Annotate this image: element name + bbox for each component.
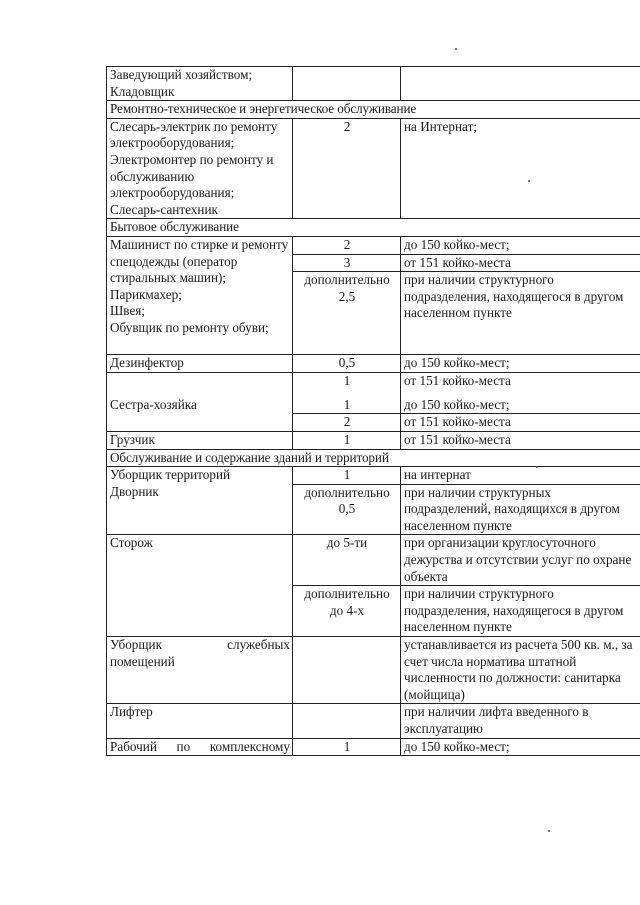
norm-cell: до 150 койко-мест; xyxy=(401,355,640,373)
table-row xyxy=(107,738,640,756)
job-title-cell: Заведующий хозяйством; Кладовщик xyxy=(107,67,293,101)
norm-cell: на Интернат; xyxy=(401,118,640,219)
job-title-cell: Уборщик территорий xyxy=(107,467,293,485)
section-row xyxy=(107,219,640,237)
staff-count-cell xyxy=(293,67,401,101)
scan-speck xyxy=(455,48,457,50)
norm-cell: при организации круглосуточного дежурства и отсутствии услуг по охране объекта xyxy=(401,535,640,586)
staff-count-cell: 1 xyxy=(293,738,401,756)
table-row xyxy=(107,397,640,414)
scan-speck xyxy=(548,830,550,832)
staff-count-cell: 0,5 xyxy=(293,355,401,373)
norm-cell: при наличии лифта введенного в эксплуатацию xyxy=(401,704,640,738)
job-title-cell: Дворник xyxy=(107,484,293,535)
staff-count-cell xyxy=(293,637,401,704)
job-title-cell xyxy=(107,372,293,397)
staff-count-cell: 1 xyxy=(293,397,401,414)
staff-count-cell: 2 xyxy=(293,236,401,254)
section-heading: Обслуживание и содержание зданий и территорий xyxy=(107,449,640,467)
staff-count-cell: дополнительно до 4-х xyxy=(293,586,401,637)
table-row xyxy=(107,535,640,586)
norm-cell: от 151 койко-места xyxy=(401,431,640,449)
staff-count-cell: до 5-ти xyxy=(293,535,401,586)
job-title-cell: Грузчик xyxy=(107,431,293,449)
staff-count-cell: 2 xyxy=(293,118,401,219)
section-row xyxy=(107,101,640,119)
norm-cell: устанавливается из расчета 500 кв. м., за счет числа норматива штатной численности по должности: санитарка (мойщица) xyxy=(401,637,640,704)
norm-cell: при наличии структурных подразделений, находящихся в другом населенном пункте xyxy=(401,484,640,535)
staff-count-cell: 1 xyxy=(293,431,401,449)
job-title-cell: Слесарь-электрик по ремонту электрооборудования; Электромонтер по ремонту и обслуживанию электрооборудования; Слесарь-сантехник xyxy=(107,118,293,219)
scan-speck xyxy=(536,466,538,468)
table-row xyxy=(107,431,640,449)
norm-cell: до 150 койко-мест; xyxy=(401,738,640,756)
scan-speck xyxy=(528,180,530,182)
table-row xyxy=(107,355,640,373)
staffing-norms-table xyxy=(106,66,640,756)
table-row xyxy=(107,467,640,485)
job-title-cell: Лифтер xyxy=(107,704,293,738)
table-row xyxy=(107,637,640,704)
staff-count-cell: 3 xyxy=(293,254,401,272)
norm-cell: при наличии структурного подразделения, находящегося в другом населенном пункте xyxy=(401,272,640,355)
staff-count-cell: дополнительно 2,5 xyxy=(293,272,401,355)
norm-cell: до 150 койко-мест; xyxy=(401,236,640,254)
table-row xyxy=(107,67,640,101)
job-title-cell: Рабочий по комплексному xyxy=(107,738,293,756)
norm-cell: на интернат xyxy=(401,467,640,485)
table-row xyxy=(107,704,640,738)
norm-cell: до 150 койко-мест; xyxy=(401,397,640,414)
staff-count-cell: дополнительно 0,5 xyxy=(293,484,401,535)
staff-count-cell: 2 xyxy=(293,414,401,432)
staff-count-cell: 1 xyxy=(293,372,401,397)
norm-cell: от 151 койко-места xyxy=(401,414,640,432)
norm-cell: при наличии структурного подразделения, находящегося в другом населенном пункте xyxy=(401,586,640,637)
section-row xyxy=(107,449,640,467)
table-row xyxy=(107,372,640,397)
table-row xyxy=(107,118,640,219)
table-row xyxy=(107,484,640,535)
norm-cell: от 151 койко-места xyxy=(401,254,640,272)
job-title-cell: Сторож xyxy=(107,535,293,637)
staff-count-cell: 1 xyxy=(293,467,401,485)
norm-cell: от 151 койко-места xyxy=(401,372,640,397)
job-title-cell: Сестра-хозяйка xyxy=(107,397,293,432)
section-heading: Бытовое обслуживание xyxy=(107,219,640,237)
staff-count-cell xyxy=(293,704,401,738)
norm-cell xyxy=(401,67,640,101)
table-row xyxy=(107,236,640,254)
job-title-cell: Машинист по стирке и ремонту спецодежды (оператор стиральных машин); Парикмахер; Швея; Обувщик по ремонту обуви; xyxy=(107,236,293,354)
job-title-cell: Уборщик служебных помещений xyxy=(107,637,293,704)
section-heading: Ремонтно-техническое и энергетическое обслуживание xyxy=(107,101,640,119)
job-title-cell: Дезинфектор xyxy=(107,355,293,373)
